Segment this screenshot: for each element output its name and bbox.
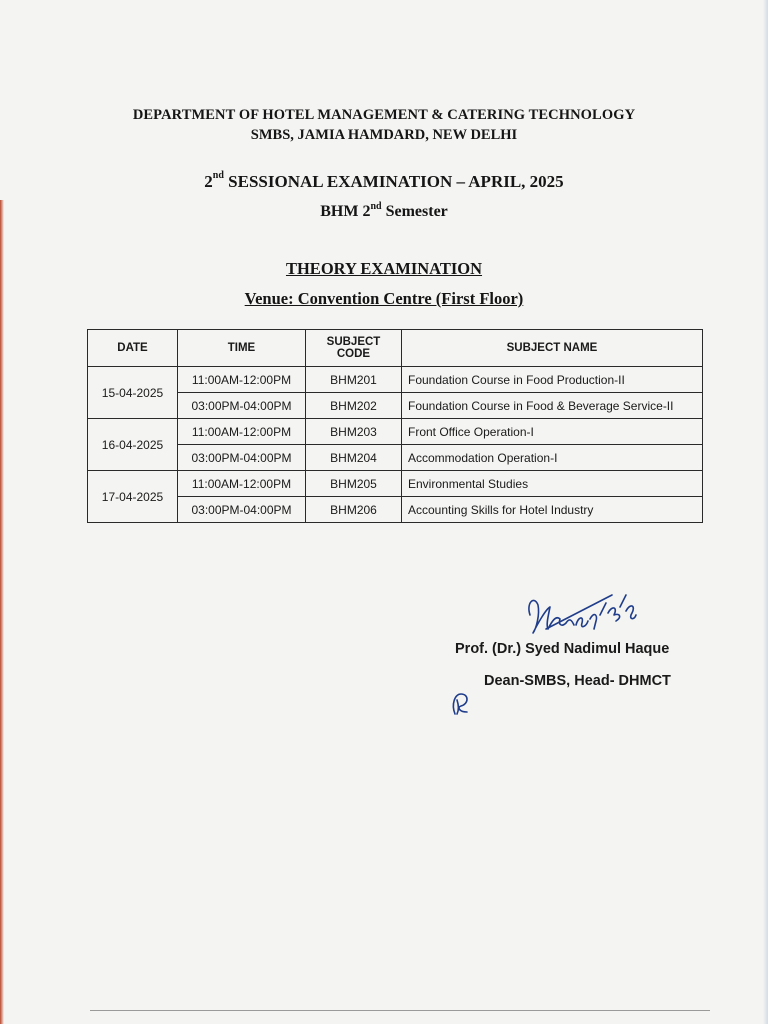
time-cell: 11:00AM-12:00PM — [178, 471, 306, 497]
signatory-designation: Dean-SMBS, Head- DHMCT — [484, 673, 671, 689]
subject-name-cell: Accommodation Operation-I — [402, 445, 703, 471]
subject-code-cell: BHM201 — [306, 367, 402, 393]
program-prefix: BHM 2 — [320, 203, 371, 220]
exam-number: 2 — [204, 172, 213, 191]
table-row — [88, 497, 703, 523]
time-cell: 03:00PM-04:00PM — [178, 497, 306, 523]
subject-code-cell: BHM204 — [306, 445, 402, 471]
subject-name-cell: Foundation Course in Food & Beverage Service-II — [402, 393, 703, 419]
subject-name-cell: Foundation Course in Food Production-II — [402, 367, 703, 393]
date-cell: 17-04-2025 — [88, 471, 178, 523]
date-column-header: DATE — [88, 330, 178, 367]
exam-ordinal-suffix: nd — [212, 170, 224, 181]
time-cell: 03:00PM-04:00PM — [178, 445, 306, 471]
subject-name-column-header: SUBJECT NAME — [402, 330, 703, 367]
subject-code-cell: BHM202 — [306, 393, 402, 419]
table-row — [88, 393, 703, 419]
page-edge-right — [763, 0, 768, 1024]
subject-name-cell: Environmental Studies — [402, 471, 703, 497]
program-suffix: Semester — [381, 203, 448, 220]
time-column-header: TIME — [178, 330, 306, 367]
time-cell: 11:00AM-12:00PM — [178, 419, 306, 445]
subject-name-cell: Accounting Skills for Hotel Industry — [402, 497, 703, 523]
department-heading: DEPARTMENT OF HOTEL MANAGEMENT & CATERING TECHNOLOGY — [132, 107, 636, 123]
exam-schedule-table — [87, 329, 703, 523]
subject-name-cell: Front Office Operation-I — [402, 419, 703, 445]
subject-code-column-header — [306, 330, 402, 367]
program-ordinal-suffix: nd — [370, 201, 382, 212]
date-cell: 15-04-2025 — [88, 367, 178, 419]
venue-heading: Venue: Convention Centre (First Floor) — [244, 289, 524, 308]
handwritten-initial — [447, 690, 473, 716]
date-cell: 16-04-2025 — [88, 419, 178, 471]
exam-type-heading: THEORY EXAMINATION — [285, 259, 483, 278]
handwritten-signature — [516, 585, 641, 645]
table-row — [88, 419, 703, 445]
subject-code-cell: BHM205 — [306, 471, 402, 497]
subject-code-cell: BHM206 — [306, 497, 402, 523]
page-edge-left — [0, 200, 4, 1024]
exam-title-text: SESSIONAL EXAMINATION – APRIL, 2025 — [223, 172, 564, 191]
time-cell: 03:00PM-04:00PM — [178, 393, 306, 419]
subject-code-header-line2: CODE — [336, 348, 371, 360]
time-cell: 11:00AM-12:00PM — [178, 367, 306, 393]
institution-heading: SMBS, JAMIA HAMDARD, NEW DELHI — [250, 127, 518, 143]
table-header-row — [88, 330, 703, 367]
table-row — [88, 445, 703, 471]
table-row — [88, 471, 703, 497]
scan-bottom-edge — [90, 1010, 710, 1011]
program-title — [0, 203, 768, 221]
subject-code-header-line1: SUBJECT — [326, 336, 381, 348]
table-row — [88, 367, 703, 393]
exam-title — [0, 172, 768, 192]
subject-code-cell: BHM203 — [306, 419, 402, 445]
signatory-name: Prof. (Dr.) Syed Nadimul Haque — [455, 641, 670, 657]
